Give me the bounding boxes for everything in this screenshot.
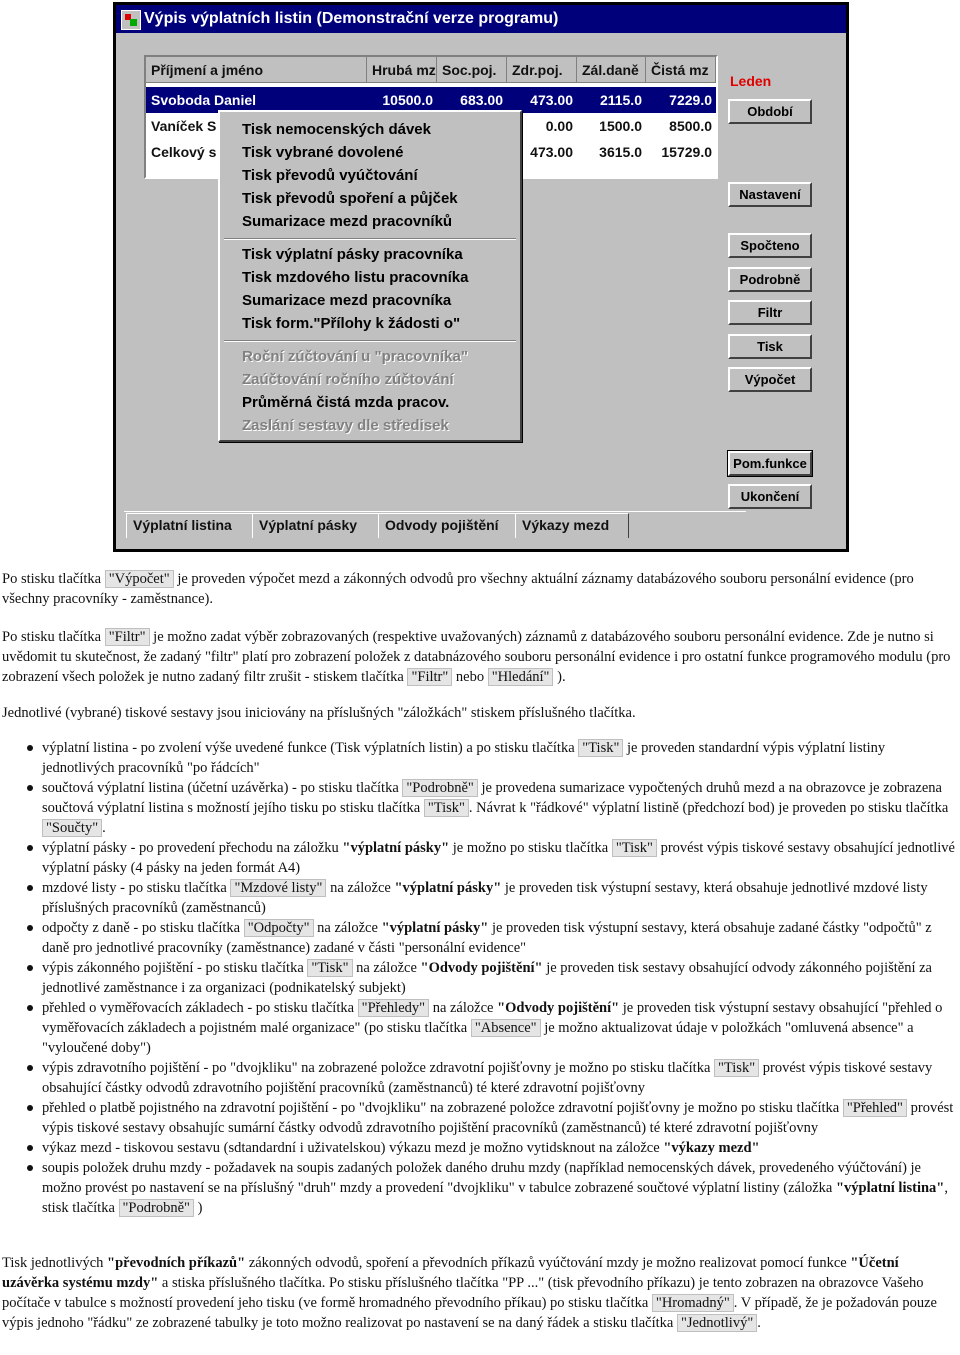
button-reference: "Podrobně" (402, 779, 477, 797)
exit-button[interactable]: Ukončení (728, 484, 812, 509)
cell-net: 15729.0 (661, 144, 712, 160)
button-reference: "Výpočet" (105, 570, 174, 588)
text: je proveden standardní výpis výplatní listiny jednotlivých pracovníků "po řádcích" (42, 740, 886, 776)
button-reference: "Tisk" (612, 839, 657, 857)
computed-button[interactable]: Spočteno (728, 233, 812, 258)
text: výplatní listina - po zvolení výše uvedené funkce (Tisk výplatních listin) a po stisku tlačítka (42, 740, 579, 756)
strong-text: "Odvody pojištění" (420, 960, 543, 976)
cell-name: Vaníček S (151, 118, 217, 134)
app-icon (121, 10, 141, 30)
bullet (27, 1005, 33, 1011)
window-title: Výpis výplatních listin (Demonstrační verze programu) (144, 10, 559, 27)
menu-item-savings-transfers[interactable]: Tisk převodů spoření a půjček (242, 190, 458, 207)
list-item (42, 878, 958, 918)
list-item (42, 838, 958, 878)
calculate-button[interactable]: Výpočet (728, 367, 812, 392)
menu-item-annual-posting: Zaúčtování ročního zúčtování (242, 371, 454, 388)
strong-text: "výplatní pásky" (394, 880, 502, 896)
text: je proveden tisk výstupní sestavy, která obsahuje jednotlivé mzdové listy příslušných pracovníků (zaměstnanců) (42, 880, 928, 916)
strong-text: "Odvody pojištění" (497, 1000, 620, 1016)
tab-wage-reports[interactable]: Výkazy mezd (515, 513, 629, 538)
text: . (102, 820, 106, 836)
bullet (27, 1105, 33, 1111)
bullet (27, 925, 33, 931)
print-button[interactable]: Tisk (728, 334, 812, 359)
paragraph-reports-intro: Jednotlivé (vybrané) tiskové sestavy jsou iniciovány na příslušných "záložkách" stiskem příslušného tlačítka. (2, 705, 636, 721)
menu-item-employee-summary[interactable]: Sumarizace mezd pracovníka (242, 292, 452, 309)
bullet (27, 785, 33, 791)
text: a stiska příslušného tlačítka. Po stisku příslušného tlačítka "PP ..." (tisk převodního příkazu) je tento zobrazen na obrazovce Vašeho počítače v tabulce s možností provedení jeho tisku (ve formě hromadného převodního příkau) po stisku tlačítka (2, 1275, 924, 1311)
text: je proveden tisk výstupní sestavy obsahující "přehled o vyměřovacích základech a pojistném malé organizace" (po stisku tlačítka (42, 1000, 943, 1036)
col-header-name[interactable]: Příjmení a jméno (146, 57, 367, 83)
text: provést výpis tiskové sestavy obsahujíc sumární částky odvodů zdravotního pojištění pracovníků (zaměstnanců) té které zdravotní pojišťovny (42, 1100, 954, 1136)
text: je provedena sumarizace vypočtených druhů mezd a na obrazovce je zobrazena součtová výplatní listina s možností jejího tisku po stisku tlačítka (42, 780, 942, 816)
strong-text: "výplatní listina" (835, 1180, 945, 1196)
col-header-gross[interactable]: Hrubá mz (367, 57, 437, 83)
button-reference: "Podrobně" (119, 1199, 194, 1217)
menu-separator (224, 238, 516, 240)
text: odpočty z daně - po stisku tlačítka (42, 920, 244, 936)
details-button[interactable]: Podrobně (728, 267, 812, 292)
list-item (42, 918, 958, 958)
button-reference: "Odpočty" (244, 919, 314, 937)
cell-tax: 3615.0 (599, 144, 642, 160)
menu-item-vacation[interactable]: Tisk vybrané dovolené (242, 144, 404, 161)
strong-text: "Účetní uzávěrka systému mzdy" (2, 1255, 899, 1291)
text: provést výpis tiskové sestavy obsahující jednotlivé výplatní pásky (4 pásky na jeden formát A4) (42, 840, 955, 876)
menu-separator (224, 340, 516, 342)
button-reference: "Součty" (42, 819, 102, 837)
text: výpis zákonného pojištění - po stisku tlačítka (42, 960, 308, 976)
tab-strip-line (124, 511, 746, 512)
text: mzdové listy - po stisku tlačítka (42, 880, 231, 896)
text: na záložce (326, 880, 395, 896)
button-reference: "Hromadný" (652, 1294, 734, 1312)
menu-item-employees-summary[interactable]: Sumarizace mezd pracovníků (242, 213, 453, 230)
menu-item-attachment-form[interactable]: Tisk form."Přílohy k žádosti o" (242, 315, 461, 332)
text: výkaz mezd - tiskovou sestavu (sdtandardní i uživatelskou) výkazu mezd je možno vytidsknout na záložce (42, 1140, 664, 1156)
menu-item-settlement-transfers[interactable]: Tisk převodů vyúčtování (242, 167, 418, 184)
report-list (0, 738, 958, 1218)
strong-text: "převodních příkazů" (107, 1255, 246, 1271)
list-item (42, 1058, 958, 1098)
menu-item-average-net-wage[interactable]: Průměrná čistá mzda pracov. (242, 394, 450, 411)
list-item (42, 1138, 958, 1158)
text: je možno aktualizovat údaje v položkách "omluvená absence" a "vyloučené doby") (42, 1020, 914, 1056)
filter-button[interactable]: Filtr (728, 300, 812, 325)
text: součtová výplatní listina (účetní uzávěrka) - po stisku tlačítka (42, 780, 403, 796)
bullet (27, 1065, 33, 1071)
tab-payroll-list[interactable]: Výplatní listina (126, 513, 264, 538)
strong-text: "výkazy mezd" (663, 1140, 760, 1156)
button-reference: "Filtr" (407, 668, 452, 686)
tab-payslips[interactable]: Výplatní pásky (252, 513, 380, 538)
bullet (27, 965, 33, 971)
text: . V případě, že je požadován pouze výpis jednoho "řádku" ze zobrazené tabulky je toto možno realizovat po nastavení se na daný řádek a stisku tlačítka (2, 1295, 937, 1331)
settings-button[interactable]: Nastavení (728, 182, 812, 207)
text: na záložce (429, 1000, 498, 1016)
text: Po stisku tlačítka (2, 629, 105, 645)
text: Tisk jednotlivých (2, 1255, 108, 1271)
list-item (42, 738, 958, 778)
text: Po stisku tlačítka (2, 571, 105, 587)
cell-health: 473.00 (530, 92, 573, 108)
aux-functions-button[interactable]: Pom.funkce (728, 451, 812, 476)
list-item (42, 1158, 958, 1218)
strong-text: "výplatní pásky" (381, 920, 489, 936)
cell-net: 7229.0 (669, 92, 712, 108)
col-header-social[interactable]: Soc.poj. (437, 57, 507, 83)
col-header-tax[interactable]: Zál.daně (577, 57, 646, 83)
cell-gross: 10500.0 (382, 92, 433, 108)
paragraph-filter (2, 627, 958, 687)
button-reference: "Tisk" (578, 739, 623, 757)
print-popup-menu (218, 110, 522, 442)
button-reference: "Tisk" (714, 1059, 759, 1077)
cell-net: 8500.0 (669, 118, 712, 134)
text: je proveden výpočet mezd a zákonných odvodů pro všechny aktuální záznamy databázového souboru personální evidence (pro všechny pracovníky - zaměstnance). (2, 571, 914, 607)
button-reference: "Mzdové listy" (230, 879, 326, 897)
button-reference: "Tisk" (307, 959, 352, 977)
paragraph-calculation (2, 569, 958, 609)
list-item (42, 778, 958, 838)
text: výpis zdravotního pojištění - po "dvojkliku" na zobrazené položce zdravotní pojišťovny je možno po stisku tlačítka (42, 1060, 714, 1076)
period-button[interactable]: Období (728, 99, 812, 124)
text: na záložce (352, 960, 421, 976)
button-reference: "Přehled" (843, 1099, 907, 1117)
text: nebo (452, 669, 488, 685)
text: je možno zadat výběr zobrazovaných (respektive uvažovaných) záznamů z databázového souboru personální evidence. Zde je nutno si uvědomit tu skutečnost, že zadaný "filtr" platí pro zobrazení položek z databnázového souboru personální evidence i pro ostatní funkce programového modulu (pro zobrazení všech položek je nutno zadaný filtr zrušit - stiskem tlačítka (2, 629, 951, 685)
month-label: Leden (730, 73, 772, 89)
bullet (27, 1145, 33, 1151)
text: provést výpis tiskové sestavy obsahující částky odvodů zdravotního pojištění pracovníků (zaměstnanců) té které zdravotní pojišťovny (42, 1060, 933, 1096)
text: . (757, 1315, 761, 1331)
list-item (42, 958, 958, 998)
menu-item-send-by-centre: Zaslání sestavy dle středisek (242, 417, 449, 434)
text: soupis položek druhu mzdy - požadavek na soupis zadaných položek daného druhu mzdy (například nemocenských dávek, provedeného výúčtování) je možno provést po nastavení se na příslušný "druh" mzdy a provedení "dvojkliku" v tabulce zobrazené součtové výplatní listiny (záložka (42, 1160, 921, 1196)
button-reference: "Jednotlivý" (677, 1314, 757, 1332)
title-bar (116, 5, 846, 33)
button-reference: "Hledání" (488, 668, 554, 686)
button-reference: "Filtr" (105, 628, 150, 646)
bullet (27, 845, 33, 851)
menu-item-payslip[interactable]: Tisk výplatní pásky pracovníka (242, 246, 463, 263)
menu-item-annual-settlement: Roční zúčtování u "pracovníka" (242, 348, 468, 365)
app-window (116, 5, 846, 549)
menu-item-sickness-benefits[interactable]: Tisk nemocenských dávek (242, 121, 431, 138)
text: na záložce (313, 920, 382, 936)
cell-name: Celkový s (151, 144, 217, 160)
button-reference: "Tisk" (424, 799, 469, 817)
col-header-health[interactable]: Zdr.poj. (507, 57, 577, 83)
strong-text: "výplatní pásky" (342, 840, 450, 856)
col-header-net[interactable]: Čistá mz (646, 57, 716, 83)
screenshot-frame (113, 2, 849, 552)
cell-name: Svoboda Daniel (151, 92, 257, 108)
list-item (42, 998, 958, 1058)
text: , stisk tlačítka (42, 1180, 948, 1216)
list-item (42, 1098, 958, 1138)
tab-strip (126, 513, 746, 537)
text: výplatní pásky - po provedení přechodu na záložku (42, 840, 343, 856)
text: přehled o vyměřovacích základech - po stisku tlačítka (42, 1000, 358, 1016)
cell-social: 683.00 (460, 92, 503, 108)
text: zákonných odvodů, spoření a převodních příkazů vyúčtování mzdy je možno realizovat pomocí funkce (245, 1255, 851, 1271)
text: . Návrat k "řádkové" výplatní listině (předchozí bod) je proveden po stisku tlačítka (468, 800, 949, 816)
text: je proveden tisk sestavy obsahující odvody zákonného pojištění za jednotlivé zaměstnance i za organizaci (podnikatelský subjekt) (42, 960, 932, 996)
bullet (27, 1165, 33, 1171)
cell-tax: 2115.0 (599, 92, 642, 108)
text: ). (553, 669, 566, 685)
text: přehled o platbě pojistného na zdravotní pojištění - po "dvojkliku" na zobrazené položce zdravotní pojišťovny je možno po stisku tlačítka (42, 1100, 843, 1116)
cell-health: 0.00 (545, 118, 573, 134)
text: ) (193, 1200, 203, 1216)
bullet (27, 745, 33, 751)
paragraph-transfer-orders (2, 1253, 958, 1333)
tab-insurance[interactable]: Odvody pojištění (378, 513, 518, 538)
bullet (27, 885, 33, 891)
text: je možno po stisku tlačítka (449, 840, 612, 856)
menu-item-wage-sheet[interactable]: Tisk mzdového listu pracovníka (242, 269, 469, 286)
button-reference: "Absence" (471, 1019, 541, 1037)
cell-tax: 1500.0 (599, 118, 642, 134)
grid-header (146, 57, 716, 83)
button-reference: "Přehledy" (358, 999, 429, 1017)
text: je proveden tisk výstupní sestavy, která obsahuje zadané částky "odpočtů" z daně pro jednotlivé pracovníky (zaměstnance) zadané v části "personální evidence" (42, 920, 932, 956)
cell-health: 473.00 (530, 144, 573, 160)
